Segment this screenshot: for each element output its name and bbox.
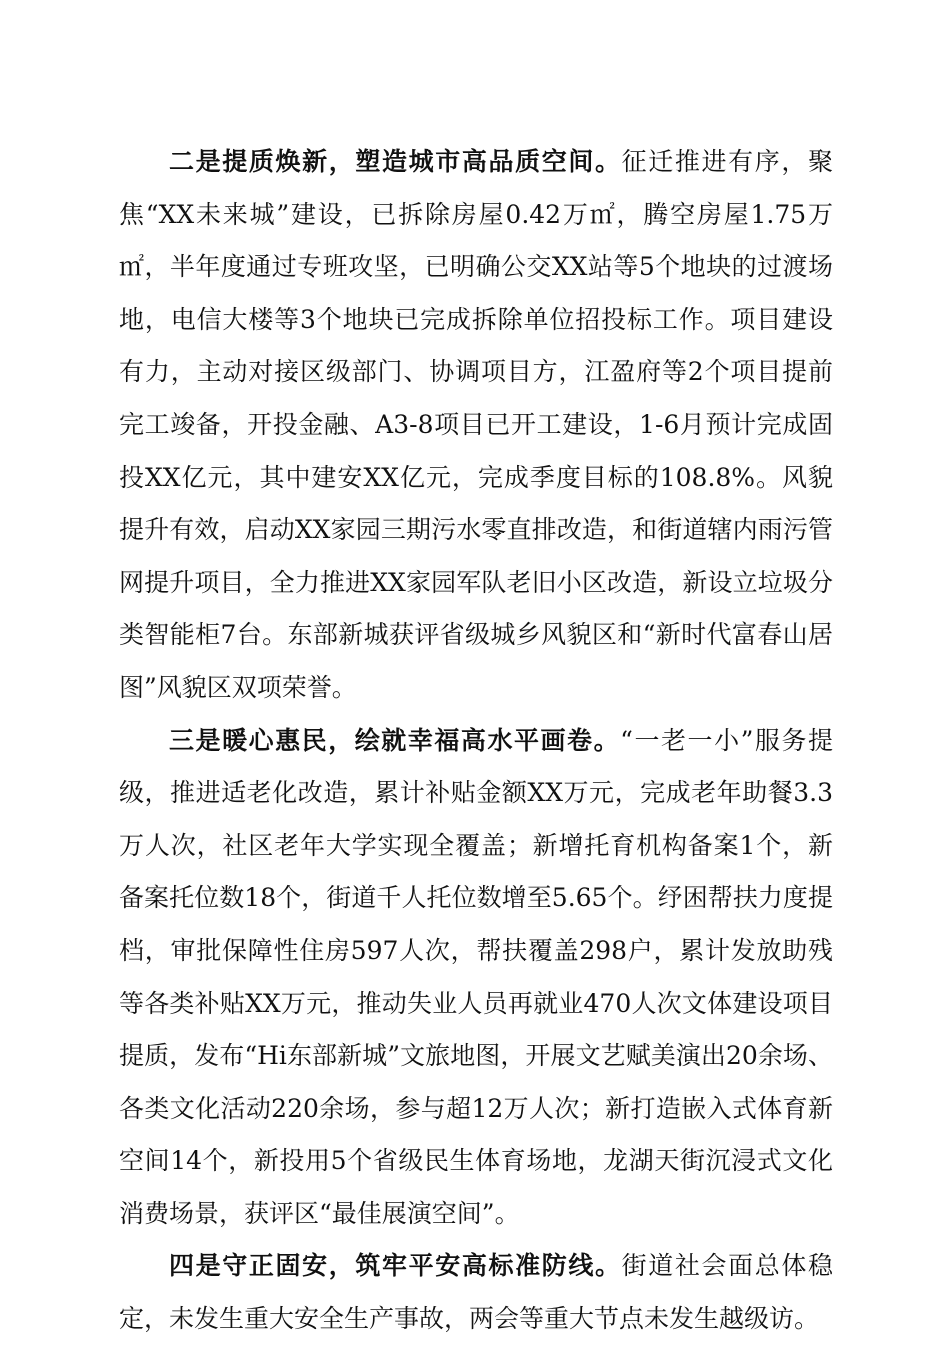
paragraph-heading: 三是暖心惠民，绘就幸福高水平画卷。 (169, 725, 621, 755)
paragraph-heading: 二是提质焕新，塑造城市高品质空间。 (169, 147, 622, 176)
paragraph-text: 街道社会面总体稳定，未发生重大安全生产事故，两会等重大节点未发生越级访。 (119, 1251, 833, 1334)
paragraph-heading: 四是守正固安，筑牢平安高标准防线。 (169, 1251, 622, 1281)
paragraph-livelihood (119, 715, 833, 1241)
paragraph-safety (119, 1240, 833, 1345)
document-body (119, 136, 833, 1346)
paragraph-quality-renewal (119, 136, 833, 715)
paragraph-text: “一老一小”服务提级，推进适老化改造，累计补贴金额XX万元，完成老年助餐3.3万人次，社区老年大学实现全覆盖；新增托育机构备案1个，新备案托位数18个，街道千人托位数增至5.65个。纾困帮扶力度提档，审批保障性住房597人次，帮扶覆盖298户，累计发放助残等各类补贴XX万元，推动失业人员再就业470人次文体建设项目提质，发布“Hi东部新城”文旅地图，开展文艺赋美演出20余场、各类文化活动220余场，参与超12万人次；新打造嵌入式体育新空间14个，新投用5个省级民生体育场地，龙湖天街沉浸式文化消费场景，获评区“最佳展演空间”。 (119, 725, 833, 1228)
paragraph-text: 征迁推进有序，聚焦“XX未来城”建设，已拆除房屋0.42万㎡，腾空房屋1.75万㎡，半年度通过专班攻坚，已明确公交XX站等5个地块的过渡场地，电信大楼等3个地块已完成拆除单位招投标工作。项目建设有力，主动对接区级部门、协调项目方，江盈府等2个项目提前完工竣备，开投金融、A3-8项目已开工建设，1-6月预计完成固投XX亿元，其中建安XX亿元，完成季度目标的108.8%。风貌提升有效，启动XX家园三期污水零直排改造，和街道辖内雨污管网提升项目，全力推进XX家园军队老旧小区改造，新设立垃圾分类智能柜7台。东部新城获评省级城乡风貌区和“新时代富春山居图”风貌区双项荣誉。 (119, 147, 833, 702)
